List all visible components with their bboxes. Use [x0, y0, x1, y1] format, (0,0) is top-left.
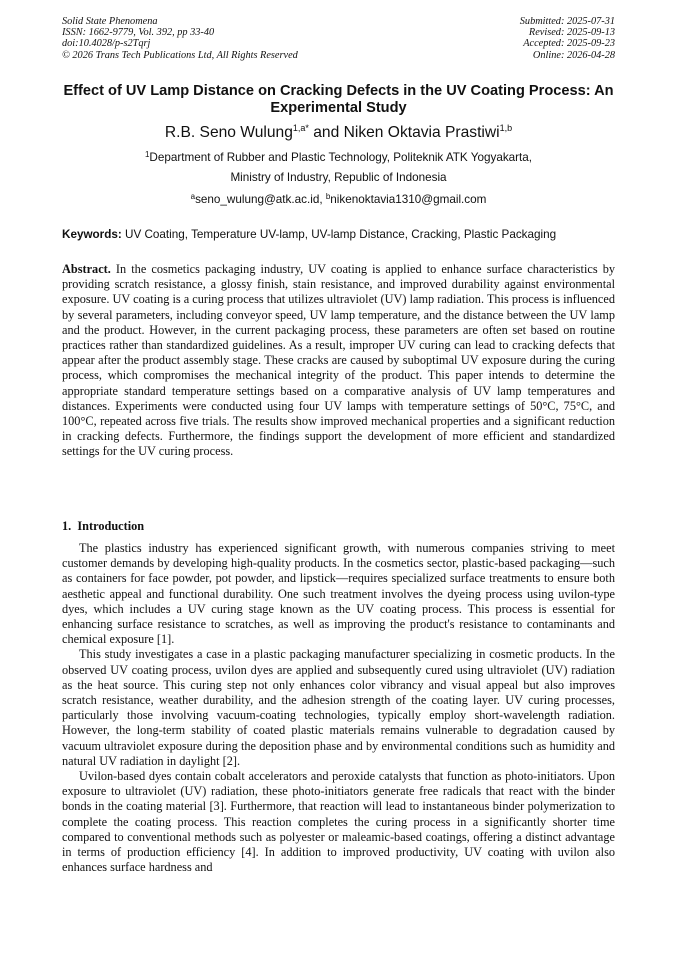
author-emails	[62, 193, 615, 207]
email-b: nikenoktavia1310@gmail.com	[330, 193, 487, 206]
email-b-mark: b	[325, 192, 331, 201]
journal-name: Solid State Phenomena	[62, 16, 158, 27]
introduction-body	[62, 541, 615, 875]
paragraph: The plastics industry has experienced significant growth, with numerous companies striving to meet customer demands by developing high-quality products. In the cosmetics sector, plastic-based packaging—such as containers for face powder, pot powder, and lipstick—requires specialized surface treatments to ensure both aesthetic appeal and functional durability. One such treatment involves the dyeing process using uvilon-type dyes, which includes a UV curing stage known as the UV coating process. This process is essential for enhancing surface resistance to scratches, as well as improving the product's resistance to contaminants and chemical exposure [1].	[62, 541, 615, 647]
author-2-affiliation-mark: 1,b	[499, 123, 513, 133]
paper-title: Effect of UV Lamp Distance on Cracking Defects in the UV Coating Process: An Experimental Study	[63, 83, 614, 116]
author-conjunction: and	[308, 124, 344, 141]
author-2-name: Niken Oktavia Prastiwi	[343, 124, 500, 141]
author-1-affiliation-mark: 1,a*	[292, 123, 309, 133]
copyright: © 2026 Trans Tech Publications Ltd, All Rights Reserved	[62, 49, 298, 61]
abstract-text: In the cosmetics packaging industry, UV coating is applied to enhance surface characteristics by providing scratch resistance, a glossy finish, stain resistance, and improved durability against environmental exposure. UV coating is a curing process that utilizes ultraviolet (UV) lamp radiation. This process is influenced by several parameters, including conveyor speed, UV lamp temperature, and the distance between the UV lamp and the product. However, in the current packaging process, these parameters are often set based on routine practices rather than standardized guidelines. As a result, improper UV curing can lead to cracking defects that appear after the product assembly stage. These cracks are caused by suboptimal UV exposure during the curing process, which compromises the mechanical integrity of the product. This paper intends to determine the appropriate standard temperature settings based on a comparative analysis of UV lamp temperatures and distances. Experiments were conducted using four UV lamps with temperature settings of 50°C, 75°C, and 100°C, repeated across five trials. The results show improved mechanical properties and a significant reduction in cracking defects. Furthermore, the findings support the development of more efficient and standardized settings for the UV curing process.	[62, 262, 615, 459]
section-heading-introduction: 1. Introduction	[62, 519, 145, 533]
affiliation-department: Department of Rubber and Plastic Technology, Politeknik ATK Yogyakarta,	[149, 151, 533, 164]
submitted-date: Submitted: 2025-07-31	[519, 16, 615, 27]
keywords-text: UV Coating, Temperature UV-lamp, UV-lamp Distance, Cracking, Plastic Packaging	[121, 228, 557, 241]
keywords-label: Keywords:	[62, 228, 122, 241]
abstract-label: Abstract.	[62, 262, 111, 276]
revised-date: Revised: 2025-09-13	[528, 27, 615, 39]
online-date: Online: 2026-04-28	[532, 49, 615, 61]
paragraph: Uvilon-based dyes contain cobalt accelerators and peroxide catalysts that function as photo-initiators. Upon exposure to ultraviolet (UV) radiation, these photo-initiators generate free radicals that react with the binder bonds in the coating material [3]. Furthermore, that reaction will lead to instantaneous binder polymerization to complete the coating process. This reaction completes the curing process in a significantly shorter time compared to conventional methods such as polyester or maleamic-based coatings, offering a distinct advantage in terms of production efficiency [4]. In addition to improved productivity, UV coating with uvilon also enhances surface hardness and	[62, 769, 615, 875]
author-line	[62, 124, 615, 142]
abstract	[62, 262, 615, 460]
affiliation-line-2: Ministry of Industry, Republic of Indonesia	[230, 171, 447, 184]
author-1-name: R.B. Seno Wulung	[164, 124, 293, 141]
email-a-mark: a	[190, 192, 196, 201]
paragraph: This study investigates a case in a plastic packaging manufacturer specializing in cosmetic products. In the observed UV coating process, uvilon dyes are applied and subsequently cured using ultraviolet (UV) radiation as the heat source. This curing step not only enhances color vibrancy and visual appeal but also improves scratch resistance, weather durability, and the adhesion strength of the coating layer. UV curing processes, particularly those involving vacuum-coating technologies, typically employ short-wavelength radiation. However, the long-term stability of coated plastic materials remains vulnerable to degradation caused by vacuum ultraviolet exposure during the deposition phase and by environmental conditions such as humidity and natural UV radiation in daylight [2].	[62, 647, 615, 768]
issn-volume: ISSN: 1662-9779, Vol. 392, pp 33-40	[62, 27, 215, 39]
publication-dates	[520, 16, 615, 61]
keywords	[62, 228, 615, 242]
affiliation-mark: 1	[144, 150, 150, 159]
email-a: seno_wulung@atk.ac.id,	[195, 193, 326, 206]
accepted-date: Accepted: 2025-09-23	[523, 38, 615, 50]
affiliation-line-1	[62, 151, 615, 165]
doi: doi:10.4028/p-s2Tqrj	[62, 38, 151, 50]
publication-info	[62, 16, 298, 61]
